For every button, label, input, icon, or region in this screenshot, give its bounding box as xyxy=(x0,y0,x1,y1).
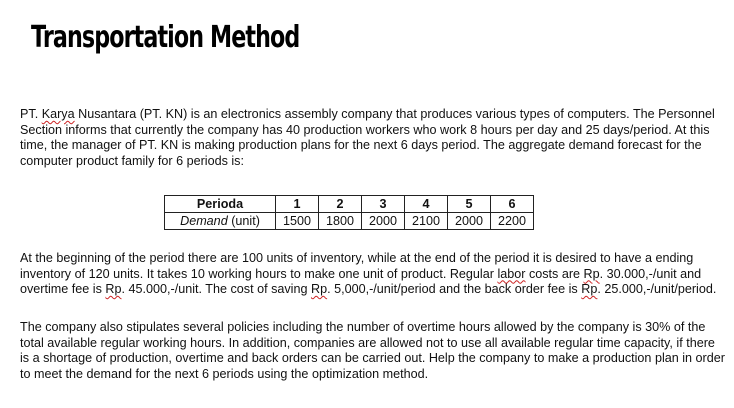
spellcheck-word-rp: Rp xyxy=(105,282,122,297)
cost-text-4: . 45.000,-/unit. The cost of saving xyxy=(121,282,311,297)
spellcheck-word-rp: Rp xyxy=(581,282,598,297)
period-cell: 6 xyxy=(491,196,534,213)
cost-text-3: . 30.000,-/unit and overtime fee is xyxy=(20,266,702,297)
demand-label-unit: (unit) xyxy=(227,214,260,228)
period-cell: 4 xyxy=(405,196,448,213)
demand-cell: 1500 xyxy=(276,213,319,230)
table-header-row xyxy=(165,196,534,213)
intro-text-start: PT. xyxy=(20,107,42,121)
demand-forecast-table xyxy=(164,195,534,230)
spellcheck-word-karya: Karya xyxy=(41,107,75,121)
spellcheck-word-rp: Rp xyxy=(310,282,328,297)
table-demand-row xyxy=(165,213,534,230)
spellcheck-word-labor: labor xyxy=(497,266,526,281)
cost-text-2: costs are xyxy=(525,266,584,281)
period-cell: 1 xyxy=(276,196,319,213)
cost-text-5: . 5,000,-/unit/period and the back order fee is xyxy=(327,282,582,297)
cost-paragraph xyxy=(20,251,725,298)
cost-text-1: At the beginning of the period there are 100 units of inventory, while at the end of the period it is desired to have a ending inventory of 120 units. It takes 10 working hours to make one unit of product. Regular xyxy=(20,251,694,281)
demand-label-word: Demand xyxy=(180,214,228,228)
period-cell: 3 xyxy=(362,196,405,213)
demand-label-cell xyxy=(165,213,276,230)
policy-paragraph: The company also stipulates several policies including the number of overtime hours allowed by the company is 30% of the total available regular working hours. In addition, companies are allowed not to use all available regular time capacity, if there is a shortage of production, overtime and back orders can be carried out. Help the company to make a production plan in order to meet the demand for the next 6 periods using the optimization method. xyxy=(20,320,725,381)
demand-cell: 2100 xyxy=(405,213,448,230)
demand-cell: 2200 xyxy=(491,213,534,230)
demand-cell: 1800 xyxy=(319,213,362,230)
page-title: Transportation Method xyxy=(31,20,300,55)
period-cell: 2 xyxy=(319,196,362,213)
spellcheck-word-rp: Rp xyxy=(583,266,600,281)
header-label-cell: Perioda xyxy=(165,196,276,213)
period-cell: 5 xyxy=(448,196,491,213)
intro-text-rest: Nusantara (PT. KN) is an electronics assembly company that produces various types of computers. The Personnel Section informs that currently the company has 40 production workers who work 8 hours per day and 25 days/period. At this time, the manager of PT. KN is making production plans for the next 6 days period. The aggregate demand forecast for the computer product family for 6 periods is: xyxy=(20,107,715,168)
intro-paragraph xyxy=(20,107,725,169)
demand-cell: 2000 xyxy=(448,213,491,230)
cost-text-6: . 25.000,-/unit/period. xyxy=(597,282,717,297)
demand-cell: 2000 xyxy=(362,213,405,230)
